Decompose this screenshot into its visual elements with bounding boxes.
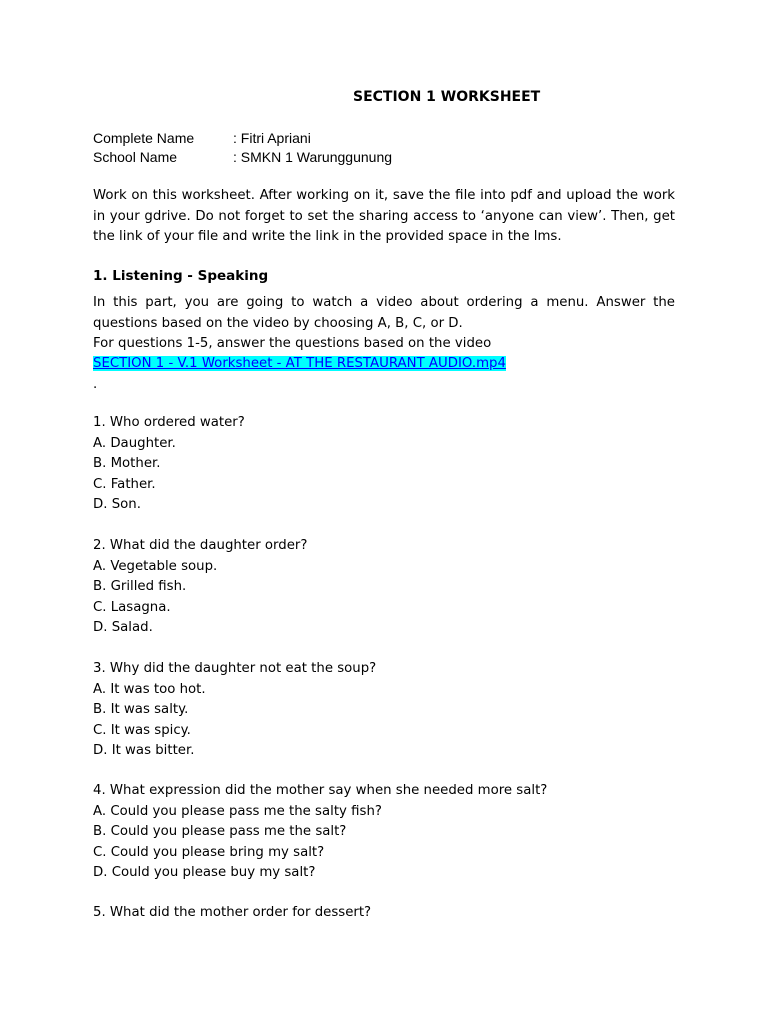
question-text: 2. What did the daughter order? <box>93 538 308 553</box>
question-2 <box>93 536 307 639</box>
section-heading: 1. Listening - Speaking <box>93 268 269 284</box>
option-a: A. Could you please pass me the salty fish? <box>93 803 382 819</box>
school-name-row <box>93 149 392 165</box>
section-intro-paragraph: In this part, you are going to watch a video about ordering a menu. Answer the questions based on the video by choosing A, B, C, or D. <box>93 295 675 331</box>
option-a: A. Daughter. <box>93 435 176 451</box>
questions-note: For questions 1-5, answer the questions based on the video <box>93 336 492 351</box>
option-d: D. Salad. <box>93 620 153 635</box>
video-link[interactable]: SECTION 1 - V.1 Worksheet - AT THE RESTAURANT AUDIO.mp4 <box>93 356 506 371</box>
instructions-paragraph: Work on this worksheet. After working on it, save the file into pdf and upload the work in your gdrive. Do not forget to set the sharing access to ‘anyone can view’. Then, get the link of your file and write the link in the provided space in the lms. <box>93 188 675 244</box>
option-d: D. Could you please buy my salt? <box>93 865 316 880</box>
video-link-line <box>93 354 506 375</box>
question-5 <box>93 903 371 924</box>
option-a: A. It was too hot. <box>93 681 206 697</box>
option-c: C. Lasagna. <box>93 599 171 615</box>
option-b: B. It was salty. <box>93 702 189 717</box>
question-1 <box>93 413 245 516</box>
option-c: C. Could you please bring my salt? <box>93 844 325 860</box>
stray-dot: . <box>93 377 98 392</box>
question-text: 3. Why did the daughter not eat the soup? <box>93 661 377 676</box>
worksheet-page <box>93 0 675 1024</box>
student-name-label: Complete Name <box>93 130 195 146</box>
page-title: SECTION 1 WORKSHEET <box>353 89 541 105</box>
question-4 <box>93 781 547 884</box>
school-name-value: : SMKN 1 Warunggunung <box>233 149 393 165</box>
option-d: D. Son. <box>93 497 141 512</box>
question-text: 4. What expression did the mother say when she needed more salt? <box>93 783 548 798</box>
school-name-label: School Name <box>93 149 178 165</box>
option-b: B. Mother. <box>93 456 161 471</box>
question-3 <box>93 659 376 762</box>
option-a: A. Vegetable soup. <box>93 558 218 574</box>
option-b: B. Grilled fish. <box>93 579 187 594</box>
question-text: 5. What did the mother order for dessert? <box>93 905 372 920</box>
option-b: B. Could you please pass me the salt? <box>93 824 347 839</box>
option-c: C. Father. <box>93 476 156 492</box>
student-name-row <box>93 130 311 146</box>
question-text: 1. Who ordered water? <box>93 415 245 430</box>
student-name-value: : Fitri Apriani <box>233 130 311 146</box>
option-c: C. It was spicy. <box>93 722 191 738</box>
option-d: D. It was bitter. <box>93 743 195 758</box>
